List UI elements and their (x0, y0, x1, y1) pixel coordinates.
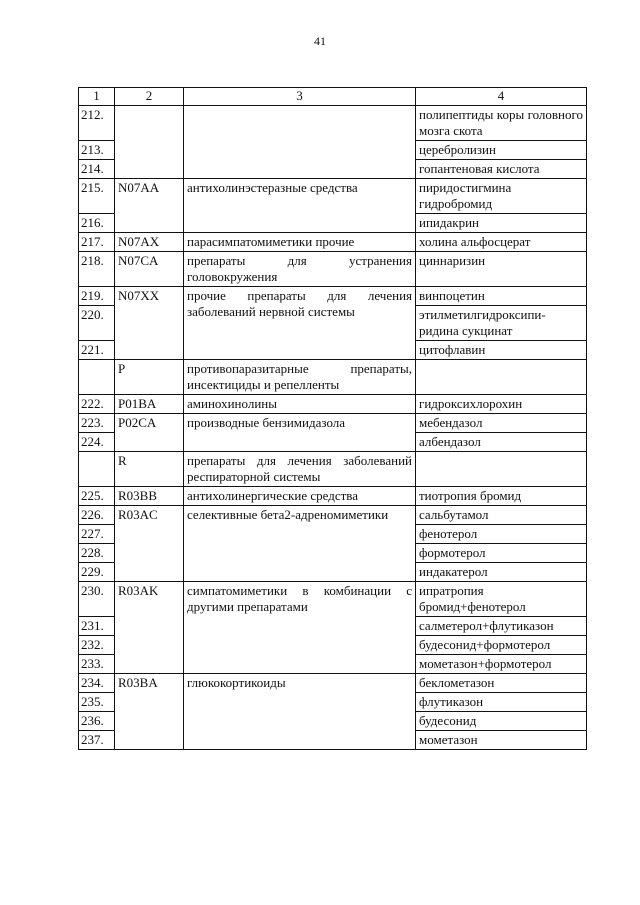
drug-name-cell: винпоцетин (416, 287, 587, 306)
group-cell (184, 106, 416, 179)
page-number: 41 (314, 34, 326, 48)
row-number: 234. (79, 674, 115, 693)
row-number: 225. (79, 487, 115, 506)
row-number: 218. (79, 252, 115, 287)
table-row (79, 506, 587, 525)
column-header-1: 1 (79, 88, 115, 106)
group-cell: противопаразитарные препараты, инсектициды и репелленты (184, 360, 416, 395)
table-row (79, 582, 587, 617)
section-row (79, 452, 587, 487)
table-row (79, 395, 587, 414)
drug-name-cell: мометазон (416, 731, 587, 750)
drug-name-cell: полипептиды коры головного мозга скота (416, 106, 587, 141)
group-cell: прочие препараты для лечения заболеваний нервной системы (184, 287, 416, 360)
drug-name-cell: беклометазон (416, 674, 587, 693)
row-number: 232. (79, 636, 115, 655)
row-number: 224. (79, 433, 115, 452)
drug-name-cell: циннаризин (416, 252, 587, 287)
drug-name-cell: фенотерол (416, 525, 587, 544)
drug-name-cell: гопантеновая кислота (416, 160, 587, 179)
drug-name-cell: церебролизин (416, 141, 587, 160)
row-number: 215. (79, 179, 115, 214)
atc-code-cell: N07XX (115, 287, 184, 360)
drug-name-cell: цитофлавин (416, 341, 587, 360)
table-row (79, 487, 587, 506)
row-number: 228. (79, 544, 115, 563)
atc-code-cell: R03BB (115, 487, 184, 506)
drug-name-cell: флутиказон (416, 693, 587, 712)
drug-name-cell: тиотропия бромид (416, 487, 587, 506)
column-header-4: 4 (416, 88, 587, 106)
row-number: 213. (79, 141, 115, 160)
row-number: 233. (79, 655, 115, 674)
table-row (79, 287, 587, 306)
atc-code-cell: R03AK (115, 582, 184, 674)
atc-code-cell: P (115, 360, 184, 395)
group-cell: глюкокортикоиды (184, 674, 416, 750)
atc-code-cell: N07AA (115, 179, 184, 233)
column-header-2: 2 (115, 88, 184, 106)
column-header-3: 3 (184, 88, 416, 106)
drug-name-cell: холина альфосцерат (416, 233, 587, 252)
row-number: 231. (79, 617, 115, 636)
row-number: 214. (79, 160, 115, 179)
drug-name-cell: салметерол+флутиказон (416, 617, 587, 636)
row-number: 226. (79, 506, 115, 525)
row-number: 235. (79, 693, 115, 712)
drug-name-cell: сальбутамол (416, 506, 587, 525)
drug-name-cell (416, 452, 587, 487)
table-header-row (79, 88, 587, 106)
group-cell: симпатомиметики в комбинации с другими препаратами (184, 582, 416, 674)
row-number: 222. (79, 395, 115, 414)
table-row (79, 106, 587, 141)
row-number: 216. (79, 214, 115, 233)
drug-name-cell: мометазон+формотерол (416, 655, 587, 674)
table-row (79, 414, 587, 433)
drug-name-cell: ипидакрин (416, 214, 587, 233)
table-row (79, 233, 587, 252)
row-number: 212. (79, 106, 115, 141)
atc-code-cell: P01BA (115, 395, 184, 414)
group-cell: селективные бета2-адреномиметики (184, 506, 416, 582)
drug-classification-table (78, 87, 587, 750)
table-row (79, 179, 587, 214)
atc-code-cell: N07CA (115, 252, 184, 287)
row-number: 230. (79, 582, 115, 617)
drug-name-cell: ипратропия бромид+фенотерол (416, 582, 587, 617)
atc-code-cell: R (115, 452, 184, 487)
row-number: 220. (79, 306, 115, 341)
row-number: 229. (79, 563, 115, 582)
table-row (79, 252, 587, 287)
section-row (79, 360, 587, 395)
group-cell: производные бензимидазола (184, 414, 416, 452)
row-number: 237. (79, 731, 115, 750)
row-number: 227. (79, 525, 115, 544)
drug-name-cell: пиридостигмина гидробромид (416, 179, 587, 214)
group-cell: антихолинергические средства (184, 487, 416, 506)
row-number: 221. (79, 341, 115, 360)
drug-name-cell: формотерол (416, 544, 587, 563)
group-cell: препараты для устранения головокружения (184, 252, 416, 287)
atc-code-cell: P02CA (115, 414, 184, 452)
atc-code-cell: N07AX (115, 233, 184, 252)
row-number: 219. (79, 287, 115, 306)
drug-name-cell: гидроксихлорохин (416, 395, 587, 414)
row-number: 223. (79, 414, 115, 433)
group-cell: антихолинэстеразные средства (184, 179, 416, 233)
atc-code-cell (115, 106, 184, 179)
row-number: 217. (79, 233, 115, 252)
drug-name-cell: индакатерол (416, 563, 587, 582)
atc-code-cell: R03BA (115, 674, 184, 750)
row-number (79, 452, 115, 487)
drug-name-cell: мебендазол (416, 414, 587, 433)
drug-name-cell: этилметилгидроксипи-ридина сукцинат (416, 306, 587, 341)
atc-code-cell: R03AC (115, 506, 184, 582)
group-cell: аминохинолины (184, 395, 416, 414)
row-number: 236. (79, 712, 115, 731)
drug-name-cell: будесонид (416, 712, 587, 731)
group-cell: парасимпатомиметики прочие (184, 233, 416, 252)
table-row (79, 674, 587, 693)
drug-name-cell (416, 360, 587, 395)
drug-name-cell: будесонид+формотерол (416, 636, 587, 655)
group-cell: препараты для лечения заболеваний респираторной системы (184, 452, 416, 487)
drug-name-cell: албендазол (416, 433, 587, 452)
row-number (79, 360, 115, 395)
